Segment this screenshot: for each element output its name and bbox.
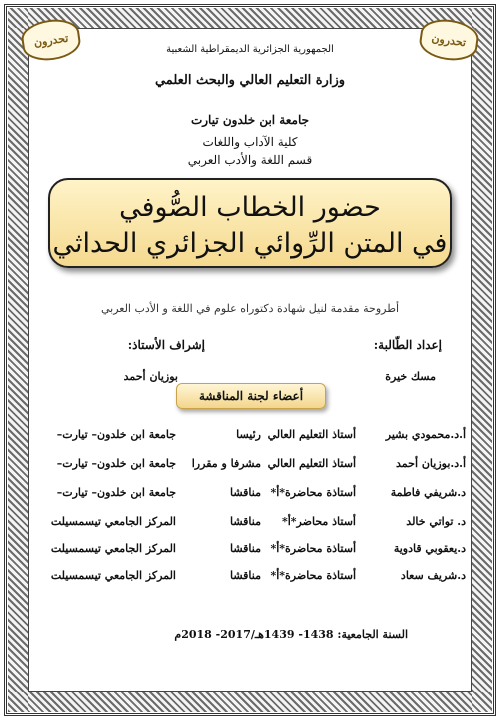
thesis-title-line-1: حضور الخطاب الصُّوفي <box>119 192 381 223</box>
member-name: أ.د.بوزيان أحمد <box>396 457 466 470</box>
member-role: مشرفا و مقررا <box>191 457 261 470</box>
member-institution: المركز الجامعي تيسمسيلت <box>50 542 176 555</box>
member-rank: أستاذ التعليم العالي <box>267 457 356 470</box>
committee-row <box>34 428 466 448</box>
member-role: مناقشا <box>230 542 261 555</box>
member-institution: المركز الجامعي تيسمسيلت <box>50 515 176 528</box>
supervision-label: إشراف الأستاذ: <box>127 338 205 352</box>
member-rank: أستاذة محاضرة*أ* <box>270 569 356 582</box>
university-name: جامعة ابن خلدون تيارت <box>190 113 310 127</box>
member-institution: جامعة ابن خلدون– تيارت– <box>56 428 176 441</box>
member-rank: أستاذة محاضرة*أ* <box>270 486 356 499</box>
member-rank: أستاذ التعليم العالي <box>267 428 356 441</box>
committee-row <box>34 457 466 477</box>
member-name: د. تواتي خالد <box>406 515 466 528</box>
logo-left-text: تحدرون <box>32 31 70 49</box>
member-name: د.شريف سعاد <box>400 569 466 582</box>
committee-row <box>34 486 466 506</box>
committee-heading: أعضاء لجنة المناقشة <box>176 383 326 409</box>
member-name: أ.د.محمودي بشير <box>385 428 466 441</box>
member-role: مناقشا <box>230 515 261 528</box>
member-role: مناقشا <box>230 486 261 499</box>
member-institution: جامعة ابن خلدون– تيارت– <box>56 486 176 499</box>
thesis-note: أطروحة مقدمة لنيل شهادة دكتوراه علوم في اللغة و الأدب العربي <box>100 302 400 315</box>
republic-heading: الجمهورية الجزائرية الديمقراطية الشعبية <box>166 44 334 55</box>
member-role: مناقشا <box>230 569 261 582</box>
committee-row <box>34 515 466 535</box>
department-name: قسم اللغة والأدب العربي <box>187 153 313 167</box>
committee-row <box>34 542 466 562</box>
member-name: د.شريفي فاطمة <box>390 486 466 499</box>
student-name: مسك خيرة <box>385 370 436 383</box>
supervisor-name: بوزيان أحمد <box>123 370 178 383</box>
committee-row <box>34 569 466 589</box>
thesis-title-line-2: في المتن الرِّوائي الجزائري الحداثي <box>52 228 448 259</box>
ministry-heading: وزارة التعليم العالي والبحث العلمي <box>154 73 346 88</box>
logo-right-text: تحدرون <box>430 31 468 49</box>
page-content-area <box>28 28 472 692</box>
prepared-by-label: إعداد الطّالبة: <box>373 338 442 352</box>
member-rank: أستاذ محاضر*أ* <box>282 515 356 528</box>
member-rank: أستاذة محاضرة*أ* <box>270 542 356 555</box>
member-name: د.يعقوبي قادوية <box>393 542 466 555</box>
member-institution: المركز الجامعي تيسمسيلت <box>50 569 176 582</box>
member-institution: جامعة ابن خلدون– تيارت– <box>56 457 176 470</box>
thesis-title-box <box>48 178 452 268</box>
faculty-name: كلية الآداب واللغات <box>202 135 298 149</box>
member-role: رئيسا <box>236 428 261 441</box>
academic-year: السنة الجامعية: 1438- 1439هـ/2017- 2018م <box>174 628 408 641</box>
